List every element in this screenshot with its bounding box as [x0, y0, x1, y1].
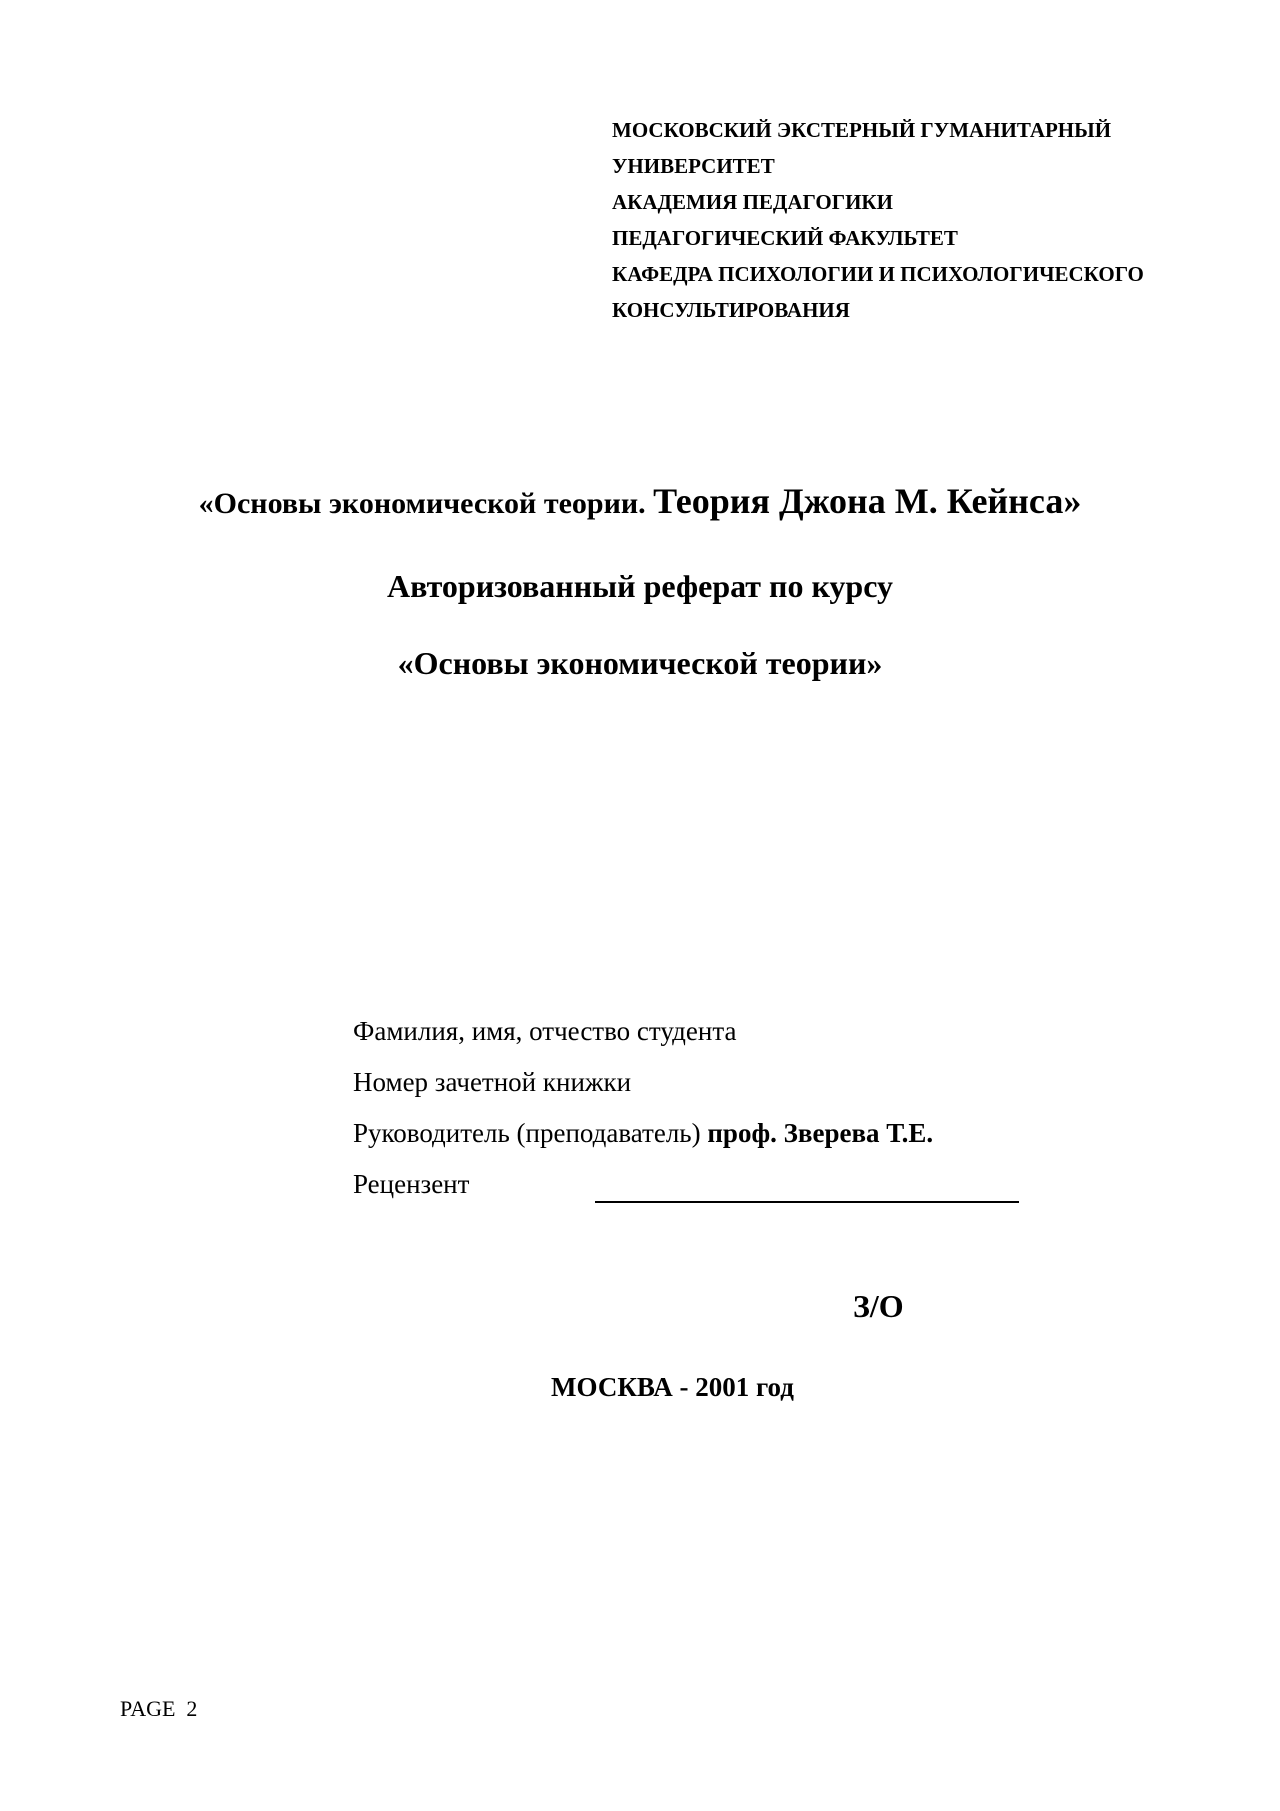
reviewer-row [353, 1159, 1113, 1210]
supervisor-label: Руководитель (преподаватель) [353, 1118, 708, 1148]
university-header [612, 112, 1232, 328]
city-year: МОСКВА - 2001 год [551, 1372, 794, 1402]
student-info-block [353, 1006, 1113, 1210]
header-line: УНИВЕРСИТЕТ [612, 154, 775, 178]
page-number: PAGE 2 [120, 1696, 198, 1721]
study-form: З/О [853, 1288, 904, 1324]
reviewer-signature-line [595, 1201, 1019, 1203]
student-name-label: Фамилия, имя, отчество студента [353, 1016, 737, 1046]
header-line: МОСКОВСКИЙ ЭКСТЕРНЫЙ ГУМАНИТАРНЫЙ [612, 118, 1112, 142]
header-line: КОНСУЛЬТИРОВАНИЯ [612, 298, 850, 322]
title-part-1: «Основы экономической теории. [198, 487, 654, 520]
reviewer-label: Рецензент [353, 1169, 470, 1199]
supervisor-row [353, 1108, 1113, 1159]
document-subtitle: Авторизованный реферат по курсу [387, 568, 893, 604]
record-book-label: Номер зачетной книжки [353, 1067, 632, 1097]
header-line: АКАДЕМИЯ ПЕДАГОГИКИ [612, 190, 893, 214]
document-title [0, 480, 1280, 522]
title-part-3: » [1063, 481, 1082, 521]
title-part-2: Теория Джона М. Кейнса [653, 481, 1064, 521]
header-line: КАФЕДРА ПСИХОЛОГИИ И ПСИХОЛОГИЧЕСКОГО [612, 262, 1144, 286]
header-line: ПЕДАГОГИЧЕСКИЙ ФАКУЛЬТЕТ [612, 226, 958, 250]
course-name: «Основы экономической теории» [397, 645, 883, 681]
supervisor-name: проф. Зверева Т.Е. [707, 1118, 934, 1148]
